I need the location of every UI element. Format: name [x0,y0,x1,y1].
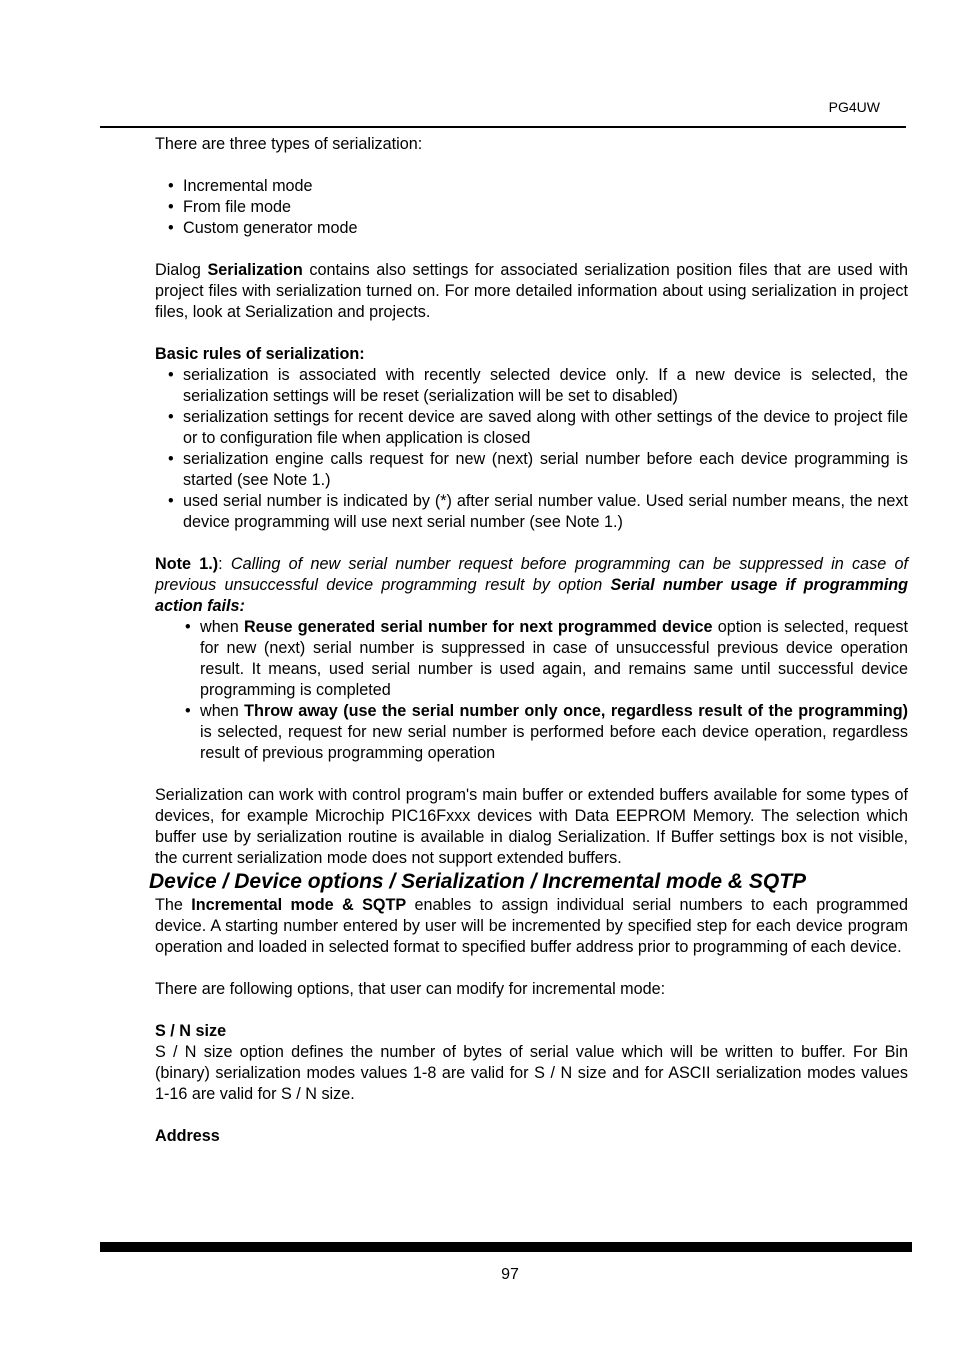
page-number: 97 [501,1266,519,1283]
rules-heading: Basic rules of serialization: [155,345,365,363]
running-header: PG4UW [828,99,880,115]
rules-list [155,365,908,533]
list-item: • serialization engine calls request for new (next) serial number before each device programming is started (see Note 1.) [155,449,908,491]
note-paragraph: Note 1.): Calling of new serial number request before programming can be suppressed in case of previous unsuccessful device programming result by option Serial number usage if programming action fails: [155,555,908,615]
options-text: There are following options, that user can modify for incremental mode: [155,980,666,998]
dialog-name: Serialization [207,261,303,279]
intro-text: There are three types of serialization: [155,135,423,153]
address-heading: Address [155,1127,220,1145]
buffer-paragraph: Serialization can work with control program's main buffer or extended buffers available for some types of devices, for example Microchip PIC16Fxxx devices with Data EEPROM Memory. The selection which buffer use by serialization routine is available in dialog Serialization. If Buffer settings box is not visible, the current serialization mode does not support extended buffers. [155,786,908,867]
list-item: • Incremental mode [155,176,908,197]
option-name: Serial number usage if programming action fails: [155,576,908,615]
section-intro: The Incremental mode & SQTP enables to assign individual serial numbers to each programmed device. A starting number entered by user will be incremented by specified step for each device program operation and loaded in selected format to specified buffer address prior to programming of each device. [155,896,908,956]
list-item: • From file mode [155,197,908,218]
list-item: • serialization is associated with recently selected device only. If a new device is selected, the serialization settings will be reset (serialization will be set to disabled) [155,365,908,407]
note-options-list [155,617,908,764]
sn-size-text: S / N size option defines the number of bytes of serial value which will be written to buffer. For Bin (binary) serialization modes values 1-8 are valid for S / N size and for ASCII serialization modes values 1-16 are valid for S / N size. [155,1043,908,1103]
dialog-paragraph: Dialog Serialization contains also settings for associated serialization position files that are used with project files with serialization turned on. For more detailed information about using serialization in project files, look at Serialization and projects. [155,261,908,321]
spacer [155,155,908,176]
note-label: Note 1.) [155,555,219,573]
list-item: • when Throw away (use the serial number only once, regardless result of the programming) is selected, request for new serial number is performed before each device operation, regardless result of previous programming operation [155,701,908,764]
serialization-types-list [155,176,908,239]
list-item: • used serial number is indicated by (*) after serial number value. Used serial number means, the next device programming will use next serial number (see Note 1.) [155,491,908,533]
list-item: • Custom generator mode [155,218,908,239]
list-item: • when Reuse generated serial number for next programmed device option is selected, request for new (next) serial number is suppressed in case of unsuccessful previous device operation result. It means, used serial number is used again, and remains same until successful device programming is completed [155,617,908,701]
page-content [149,134,909,1147]
footer-rule [100,1242,912,1252]
section-heading: Device / Device options / Serialization / Incremental mode & SQTP [149,870,807,893]
header-rule [100,126,906,128]
list-item: • serialization settings for recent device are saved along with other settings of the device to project file or to configuration file when application is closed [155,407,908,449]
sn-size-heading: S / N size [155,1022,227,1040]
